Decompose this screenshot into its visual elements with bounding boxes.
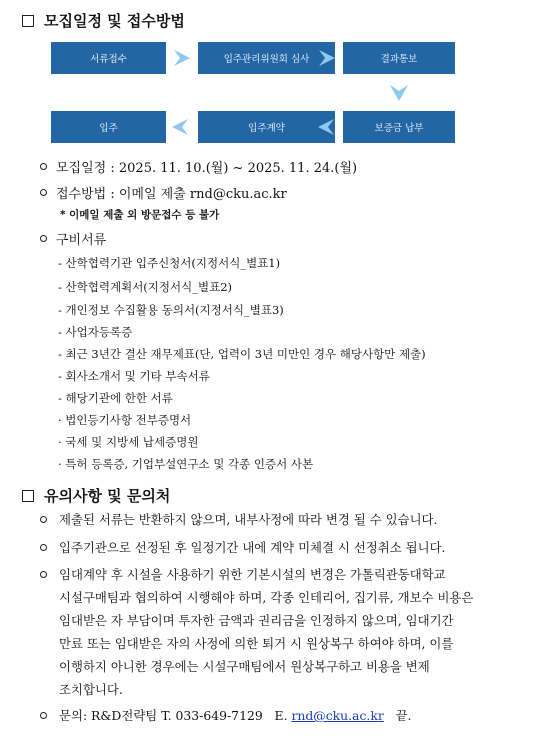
docs-text: 구비서류 — [56, 233, 107, 248]
flow-step-notice: 결과통보 — [343, 42, 455, 74]
notice-item — [59, 508, 529, 531]
notice-line: 이행하지 아니한 경우에는 시설구매팀에서 원상복구하고 비용을 변제 — [59, 659, 430, 674]
circle-bullet-icon — [40, 516, 47, 523]
notice-line: 시설구매팀과 협의하여 시행해야 하며, 각종 인테리어, 집기류, 개보수 비용은 — [59, 590, 474, 605]
contact-label: 문의: R&D전략팀 T. 033-649-7129 E. — [59, 708, 292, 723]
flow-step-move-in: 입주 — [51, 111, 166, 143]
notice-line: 만료 또는 임대받은 자의 사정에 의한 퇴거 시 원상복구 하여야 하며, 이를 — [59, 636, 454, 651]
flow-step-deposit: 보증금 납부 — [343, 111, 455, 143]
notice-text: 입주기관으로 선정된 후 일정기간 내에 계약 미체결 시 선정취소 됩니다. — [59, 540, 446, 555]
method-text: 접수방법 : 이메일 제출 rnd@cku.ac.kr — [56, 187, 287, 202]
contact-line — [59, 704, 529, 727]
circle-bullet-icon — [40, 189, 47, 196]
notice-item — [59, 563, 529, 701]
section-title: 유의사항 및 문의처 — [44, 487, 171, 505]
schedule-item — [40, 157, 357, 176]
end-mark: 끝. — [383, 708, 412, 723]
flow-step-contract: 입주계약 — [198, 111, 335, 143]
circle-bullet-icon — [40, 235, 47, 242]
circle-bullet-icon — [40, 571, 47, 578]
checkbox-square-icon — [22, 490, 34, 502]
section-header-notices — [22, 485, 170, 506]
notice-line: 조치합니다. — [59, 682, 123, 697]
arrow-down-icon — [388, 83, 410, 103]
list-item: - 회사소개서 및 기타 부속서류 — [58, 369, 210, 383]
list-item: - 산학협력기관 입주신청서(지정서식_별표1) — [58, 256, 281, 270]
section-header-schedule — [22, 10, 185, 31]
docs-item — [40, 229, 106, 248]
list-item: - 사업자등록증 — [58, 325, 133, 339]
list-item: - 산학협력계획서(지정서식_별표2) — [58, 280, 232, 294]
list-item: - 최근 3년간 결산 재무제표(단, 업력이 3년 미만인 경우 해당사항만 제출) — [58, 347, 426, 361]
contact-email-link[interactable]: rnd@cku.ac.kr — [291, 708, 384, 723]
section-title: 모집일정 및 접수방법 — [44, 12, 185, 30]
list-item: · 국세 및 지방세 납세증명원 — [58, 435, 199, 449]
list-item: · 특허 등록증, 기업부설연구소 및 각종 인증서 사본 — [58, 457, 314, 471]
arrow-right-icon — [172, 48, 192, 68]
circle-bullet-icon — [40, 163, 47, 170]
notice-line: 임대계약 후 시설을 사용하기 위한 기본시설의 변경은 가톨릭관동대학교 — [59, 567, 446, 582]
circle-bullet-icon — [40, 712, 47, 719]
arrow-left-icon — [316, 117, 336, 137]
contact-item — [59, 704, 529, 727]
flow-step-submission: 서류접수 — [51, 42, 166, 74]
list-item: · 법인등기사항 전부증명서 — [58, 413, 192, 427]
method-item — [40, 183, 287, 202]
checkbox-square-icon — [22, 15, 34, 27]
notice-line: 임대받은 자 부담이며 투자한 금액과 권리금을 인정하지 않으며, 임대기간 — [59, 613, 454, 628]
notice-text: 제출된 서류는 반환하지 않으며, 내부사정에 따라 변경 될 수 있습니다. — [59, 512, 438, 527]
list-item: - 해당기관에 한한 서류 — [58, 391, 173, 405]
arrow-right-icon — [317, 48, 337, 68]
schedule-text: 모집일정 : 2025. 11. 10.(월) ~ 2025. 11. 24.(월) — [56, 161, 358, 176]
notice-item — [59, 536, 529, 559]
arrow-left-icon — [170, 117, 190, 137]
flow-step-review: 입주관리위원회 심사 — [198, 42, 335, 74]
circle-bullet-icon — [40, 544, 47, 551]
list-item: - 개인정보 수집활용 동의서(지정서식_별표3) — [58, 303, 284, 317]
method-note: * 이메일 제출 외 방문접수 등 불가 — [60, 209, 220, 221]
